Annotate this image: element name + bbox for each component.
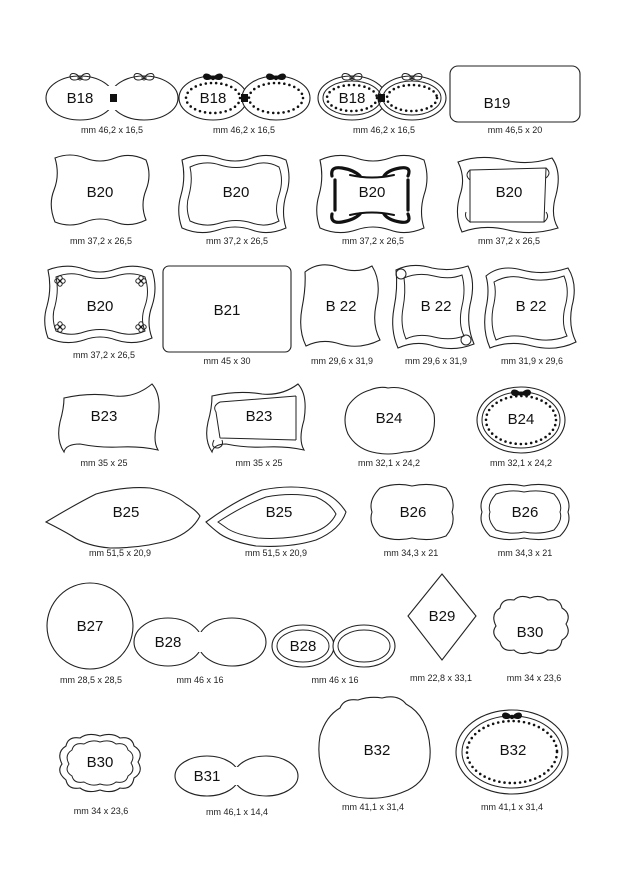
label-code: B18: [338, 90, 366, 107]
label-code: B30: [516, 624, 544, 641]
label-code: B26: [399, 504, 427, 521]
label-dimensions: mm 34,3 x 21: [383, 548, 439, 558]
label-b27: [47, 583, 133, 685]
label-b22-double: [485, 268, 576, 366]
label-dimensions: mm 46 x 16: [176, 675, 224, 685]
label-b32-plain: [319, 697, 430, 812]
label-code: B20: [86, 298, 114, 315]
label-dimensions: mm 35 x 25: [235, 458, 283, 468]
label-b32-dotted: [456, 710, 568, 812]
label-dimensions: mm 32,1 x 24,2: [357, 458, 421, 468]
label-dimensions: mm 28,5 x 28,5: [59, 675, 123, 685]
label-dimensions: mm 34,3 x 21: [497, 548, 553, 558]
label-dimensions: mm 51,5 x 20,9: [244, 548, 308, 558]
label-dimensions: mm 46,2 x 16,5: [80, 125, 144, 135]
label-dimensions: mm 46,5 x 20: [487, 125, 543, 135]
label-dimensions: mm 34 x 23,6: [73, 806, 129, 816]
label-code: B18: [66, 90, 94, 107]
label-b30-double: [60, 734, 141, 816]
label-code: B18: [199, 90, 227, 107]
label-b18-double-dotted: [318, 74, 446, 135]
label-b22-plain: [301, 265, 380, 366]
label-dimensions: mm 29,6 x 31,9: [404, 356, 468, 366]
label-b22-scroll: [393, 265, 474, 366]
label-dimensions: mm 29,6 x 31,9: [310, 356, 374, 366]
label-dimensions: mm 51,5 x 20,9: [88, 548, 152, 558]
label-b20-flower: [45, 266, 155, 360]
label-dimensions: mm 41,1 x 31,4: [341, 802, 405, 812]
label-code: B25: [265, 504, 293, 521]
label-code: B23: [90, 408, 118, 425]
label-code: B24: [507, 411, 535, 428]
label-code: B25: [112, 504, 140, 521]
label-code: B19: [483, 95, 511, 112]
label-dimensions: mm 46,2 x 16,5: [212, 125, 276, 135]
label-code: B20: [86, 184, 114, 201]
label-b23-scroll: [207, 384, 305, 468]
label-code: B28: [154, 634, 182, 651]
label-b20-scroll: [457, 157, 558, 246]
label-b25-plain: [46, 488, 200, 558]
label-code: B29: [428, 608, 456, 625]
label-dimensions: mm 22,8 x 33,1: [409, 673, 473, 683]
label-b28-plain: [134, 618, 266, 685]
label-b31: [175, 756, 298, 817]
label-dimensions: mm 45 x 30: [203, 356, 251, 366]
label-dimensions: mm 46,2 x 16,5: [352, 125, 416, 135]
label-dimensions: mm 35 x 25: [80, 458, 128, 468]
label-b30-plain: [494, 596, 569, 683]
label-code: B 22: [325, 298, 357, 315]
label-code: B31: [193, 768, 221, 785]
label-b20-plain: [51, 155, 149, 246]
label-code: B32: [363, 742, 391, 759]
label-dimensions: mm 41,1 x 31,4: [480, 802, 544, 812]
label-code: B 22: [515, 298, 547, 315]
label-dimensions: mm 31,9 x 29,6: [500, 356, 564, 366]
label-b20-flourish: [317, 155, 427, 246]
label-b20-double: [179, 155, 289, 246]
label-code: B20: [222, 184, 250, 201]
label-code: B 22: [420, 298, 452, 315]
label-dimensions: mm 46,1 x 14,4: [205, 807, 269, 817]
label-dimensions: mm 37,2 x 26,5: [72, 350, 136, 360]
label-dimensions: mm 37,2 x 26,5: [69, 236, 133, 246]
label-code: B32: [499, 742, 527, 759]
label-dimensions: mm 32,1 x 24,2: [489, 458, 553, 468]
label-code: B28: [289, 638, 317, 655]
label-b18-plain: [46, 74, 178, 135]
label-b21: [163, 266, 291, 366]
label-code: B30: [86, 754, 114, 771]
label-dimensions: mm 46 x 16: [311, 675, 359, 685]
label-b26-double: [481, 484, 569, 558]
label-code: B27: [76, 618, 104, 635]
label-b23-plain: [59, 384, 159, 468]
label-code: B26: [511, 504, 539, 521]
label-b28-double: [272, 625, 395, 685]
label-b24-plain: [345, 387, 435, 468]
label-code: B23: [245, 408, 273, 425]
label-dimensions: mm 37,2 x 26,5: [341, 236, 405, 246]
label-code: B21: [213, 302, 241, 319]
label-b24-dotted: [477, 387, 565, 468]
label-dimensions: mm 37,2 x 26,5: [205, 236, 269, 246]
label-b25-double: [206, 487, 346, 558]
label-b29: [408, 574, 476, 683]
label-b26-plain: [371, 484, 453, 558]
label-dimensions: mm 37,2 x 26,5: [477, 236, 541, 246]
label-code: B24: [375, 410, 403, 427]
label-dimensions: mm 34 x 23,6: [506, 673, 562, 683]
label-b19: [450, 66, 580, 135]
label-b18-dotted: [179, 74, 310, 135]
label-code: B20: [495, 184, 523, 201]
label-code: B20: [358, 184, 386, 201]
